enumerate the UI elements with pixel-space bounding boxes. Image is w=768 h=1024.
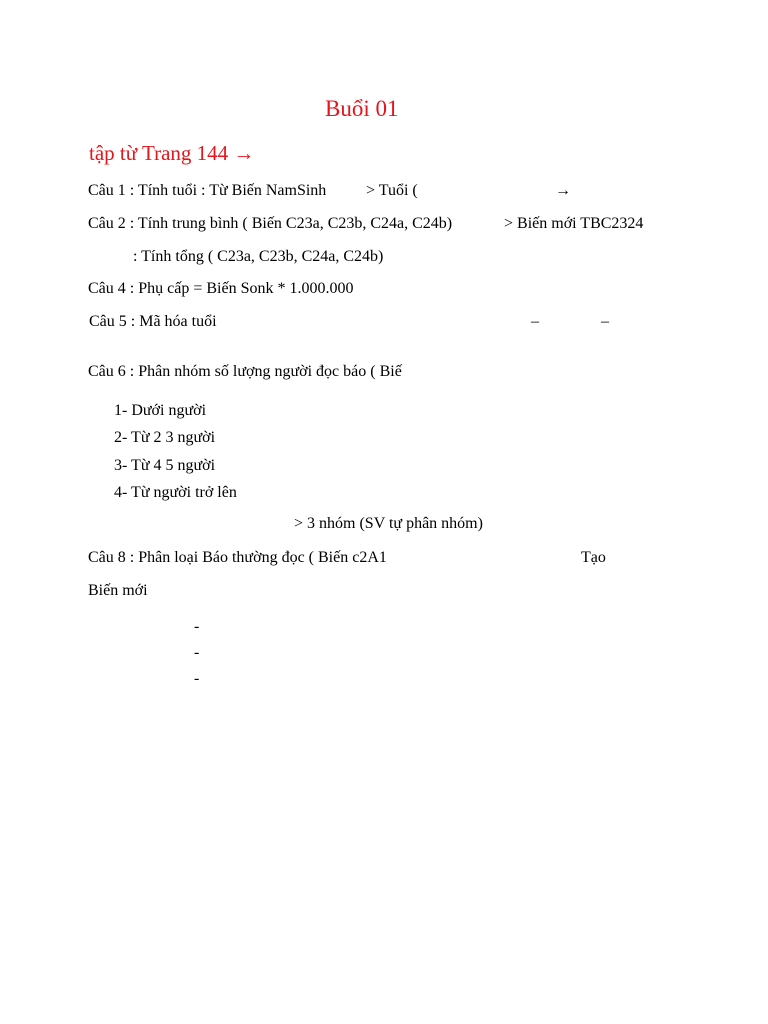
page-subtitle: tập từ Trang 144 → xyxy=(89,141,255,165)
group-item-3: 3- Từ 4 5 người xyxy=(114,457,216,474)
dash-item-3: - xyxy=(194,670,200,687)
cau4-text: Câu 4 : Phụ cấp = Biến Sonk * 1.000.000 xyxy=(88,280,354,297)
dash-item-1: - xyxy=(194,618,200,635)
cau5-dash-2: – xyxy=(601,313,609,330)
groups-note: > 3 nhóm (SV tự phân nhóm) xyxy=(294,515,483,532)
cau3-text: : Tính tổng ( C23a, C23b, C24a, C24b) xyxy=(133,248,384,265)
cau2-output: > Biến mới TBC2324 xyxy=(504,215,644,232)
cau1-text: Câu 1 : Tính tuổi : Từ Biến NamSinh xyxy=(88,182,327,199)
group-item-2: 2- Từ 2 3 người xyxy=(114,429,216,446)
group-item-1: 1- Dưới người xyxy=(114,402,207,419)
group-item-4: 4- Từ người trở lên xyxy=(114,484,237,501)
cau5-text: Câu 5 : Mã hóa tuổi xyxy=(89,313,217,330)
cau1-output: > Tuổi ( xyxy=(366,182,418,199)
cau2-text: Câu 2 : Tính trung bình ( Biến C23a, C23b, C24a, C24b) xyxy=(88,215,453,232)
cau8-tao: Tạo xyxy=(581,549,606,566)
bien-moi-text: Biến mới xyxy=(88,582,148,599)
cau1-arrow-icon: →⃞ xyxy=(555,182,584,199)
cau6-text: Câu 6 : Phân nhóm số lượng người đọc báo ( Biế xyxy=(88,363,402,380)
cau5-dash-1: – xyxy=(531,313,539,330)
page-title: Buổi 01 xyxy=(325,96,399,121)
cau8-text: Câu 8 : Phân loại Báo thường đọc ( Biến c2A1 xyxy=(88,549,387,566)
dash-item-2: - xyxy=(194,644,200,661)
